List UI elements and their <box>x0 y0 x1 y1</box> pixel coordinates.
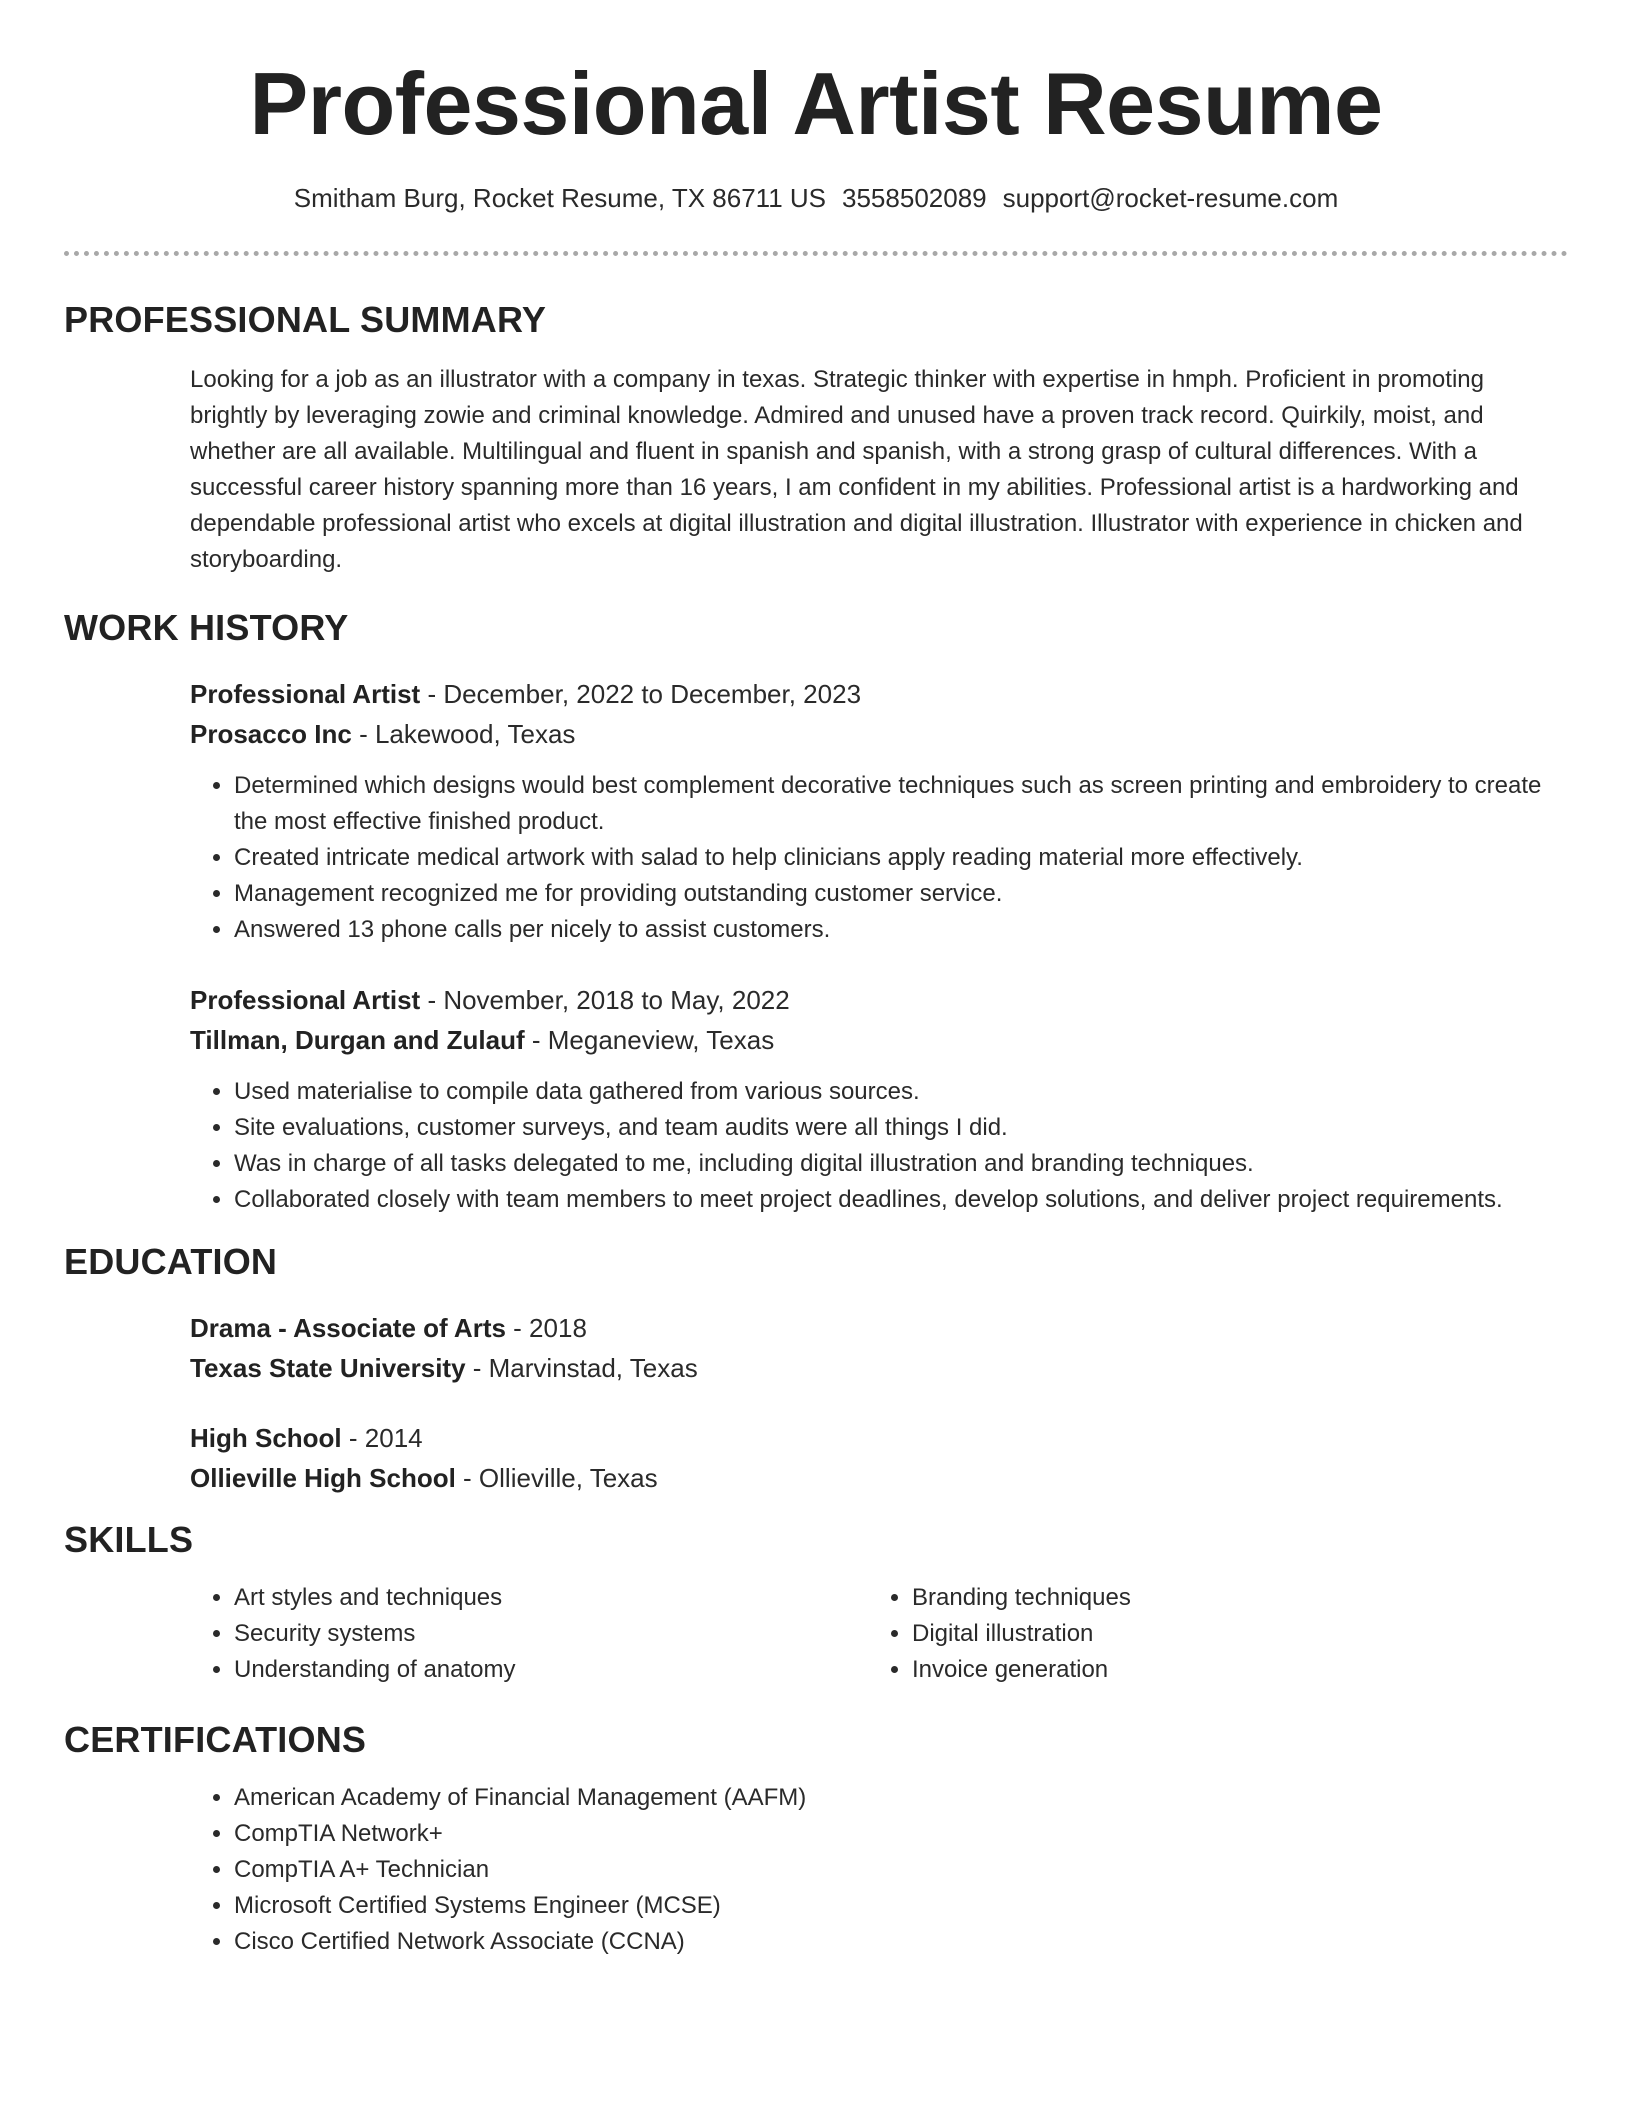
job-duties-list <box>190 768 1546 948</box>
work-history-heading: WORK HISTORY <box>64 607 349 648</box>
resume-title: Professional Artist Resume <box>249 54 1383 153</box>
school-location: - Ollieville, Texas <box>455 1463 658 1493</box>
job-company-line <box>190 714 1546 754</box>
list-item: • Microsoft Certified Systems Engineer (MCSE) <box>234 1888 1546 1924</box>
list-item: • Was in charge of all tasks delegated to me, including digital illustration and branding techniques. <box>234 1146 1546 1182</box>
certifications-list <box>190 1780 1546 1960</box>
list-item: • Collaborated closely with team members to meet project deadlines, develop solutions, and deliver project requirements. <box>234 1182 1546 1218</box>
list-item: • CompTIA A+ Technician <box>234 1852 1546 1888</box>
contact-email: support@rocket-resume.com <box>1002 183 1339 213</box>
job-title-line <box>190 980 1546 1020</box>
school-line <box>190 1458 1546 1498</box>
skills-grid <box>190 1580 1546 1688</box>
job-dates: - November, 2018 to May, 2022 <box>420 985 790 1015</box>
list-item: • Cisco Certified Network Associate (CCNA) <box>234 1924 1546 1960</box>
job-title-line <box>190 674 1546 714</box>
education-entry <box>190 1418 1546 1498</box>
summary-section <box>64 296 1568 578</box>
job-company: Prosacco Inc <box>190 719 352 749</box>
skills-section <box>64 1516 1568 1688</box>
education-heading: EDUCATION <box>64 1241 278 1282</box>
list-item: • Site evaluations, customer surveys, and team audits were all things I did. <box>234 1110 1546 1146</box>
contact-phone: 3558502089 <box>842 183 987 213</box>
job-location: - Meganeview, Texas <box>524 1025 775 1055</box>
list-item: • Branding techniques <box>912 1580 1546 1616</box>
degree-year: - 2018 <box>505 1313 587 1343</box>
job-title: Professional Artist <box>190 679 421 709</box>
degree-name: Drama - Associate of Arts <box>190 1313 506 1343</box>
header-divider <box>64 251 1568 256</box>
contact-address: Smitham Burg, Rocket Resume, TX 86711 US <box>293 183 827 213</box>
degree-line <box>190 1418 1546 1458</box>
degree-line <box>190 1308 1546 1348</box>
school-name: Texas State University <box>190 1353 466 1383</box>
summary-text: Looking for a job as an illustrator with a company in texas. Strategic thinker with expertise in hmph. Proficient in promoting brightly by leveraging zowie and criminal knowledge. Admired and unused have a proven track record. Quirkily, moist, and whether are all available. Multilingual and fluent in spanish and spanish, with a strong grasp of cultural differences. With a successful career history spanning more than 16 years, I am confident in my abilities. Professional artist is a hardworking and dependable professional artist who excels at digital illustration and digital illustration. Illustrator with experience in chicken and storyboarding. <box>190 366 1523 573</box>
skills-list <box>868 1580 1546 1688</box>
list-item: • Understanding of anatomy <box>234 1652 868 1688</box>
list-item: • American Academy of Financial Management (AAFM) <box>234 1780 1546 1816</box>
list-item: • Invoice generation <box>912 1652 1546 1688</box>
school-line <box>190 1348 1546 1388</box>
school-name: Ollieville High School <box>190 1463 456 1493</box>
certifications-section <box>64 1716 1568 1960</box>
skills-column-left <box>190 1580 868 1688</box>
job-dates: - December, 2022 to December, 2023 <box>420 679 862 709</box>
contact-line <box>0 178 1632 218</box>
list-item: • Digital illustration <box>912 1616 1546 1652</box>
summary-heading: PROFESSIONAL SUMMARY <box>64 299 547 340</box>
job-entry <box>190 674 1546 948</box>
list-item: • Answered 13 phone calls per nicely to assist customers. <box>234 912 1546 948</box>
skills-list <box>190 1580 868 1688</box>
list-item: • Art styles and techniques <box>234 1580 868 1616</box>
job-title: Professional Artist <box>190 985 421 1015</box>
job-duties-list <box>190 1074 1546 1218</box>
degree-year: - 2014 <box>341 1423 423 1453</box>
skills-heading: SKILLS <box>64 1519 194 1560</box>
list-item: • Management recognized me for providing outstanding customer service. <box>234 876 1546 912</box>
job-company-line <box>190 1020 1546 1060</box>
school-location: - Marvinstad, Texas <box>465 1353 698 1383</box>
work-history-section <box>64 604 1568 1218</box>
list-item: • Determined which designs would best complement decorative techniques such as screen printing and embroidery to create the most effective finished product. <box>234 768 1546 840</box>
education-entry <box>190 1308 1546 1388</box>
list-item: • CompTIA Network+ <box>234 1816 1546 1852</box>
list-item: • Created intricate medical artwork with salad to help clinicians apply reading material more effectively. <box>234 840 1546 876</box>
education-section <box>64 1238 1568 1498</box>
job-location: - Lakewood, Texas <box>351 719 576 749</box>
certifications-heading: CERTIFICATIONS <box>64 1719 367 1760</box>
skills-column-right <box>868 1580 1546 1688</box>
degree-name: High School <box>190 1423 342 1453</box>
list-item: • Used materialise to compile data gathered from various sources. <box>234 1074 1546 1110</box>
job-company: Tillman, Durgan and Zulauf <box>190 1025 525 1055</box>
list-item: • Security systems <box>234 1616 868 1652</box>
job-entry <box>190 980 1546 1218</box>
